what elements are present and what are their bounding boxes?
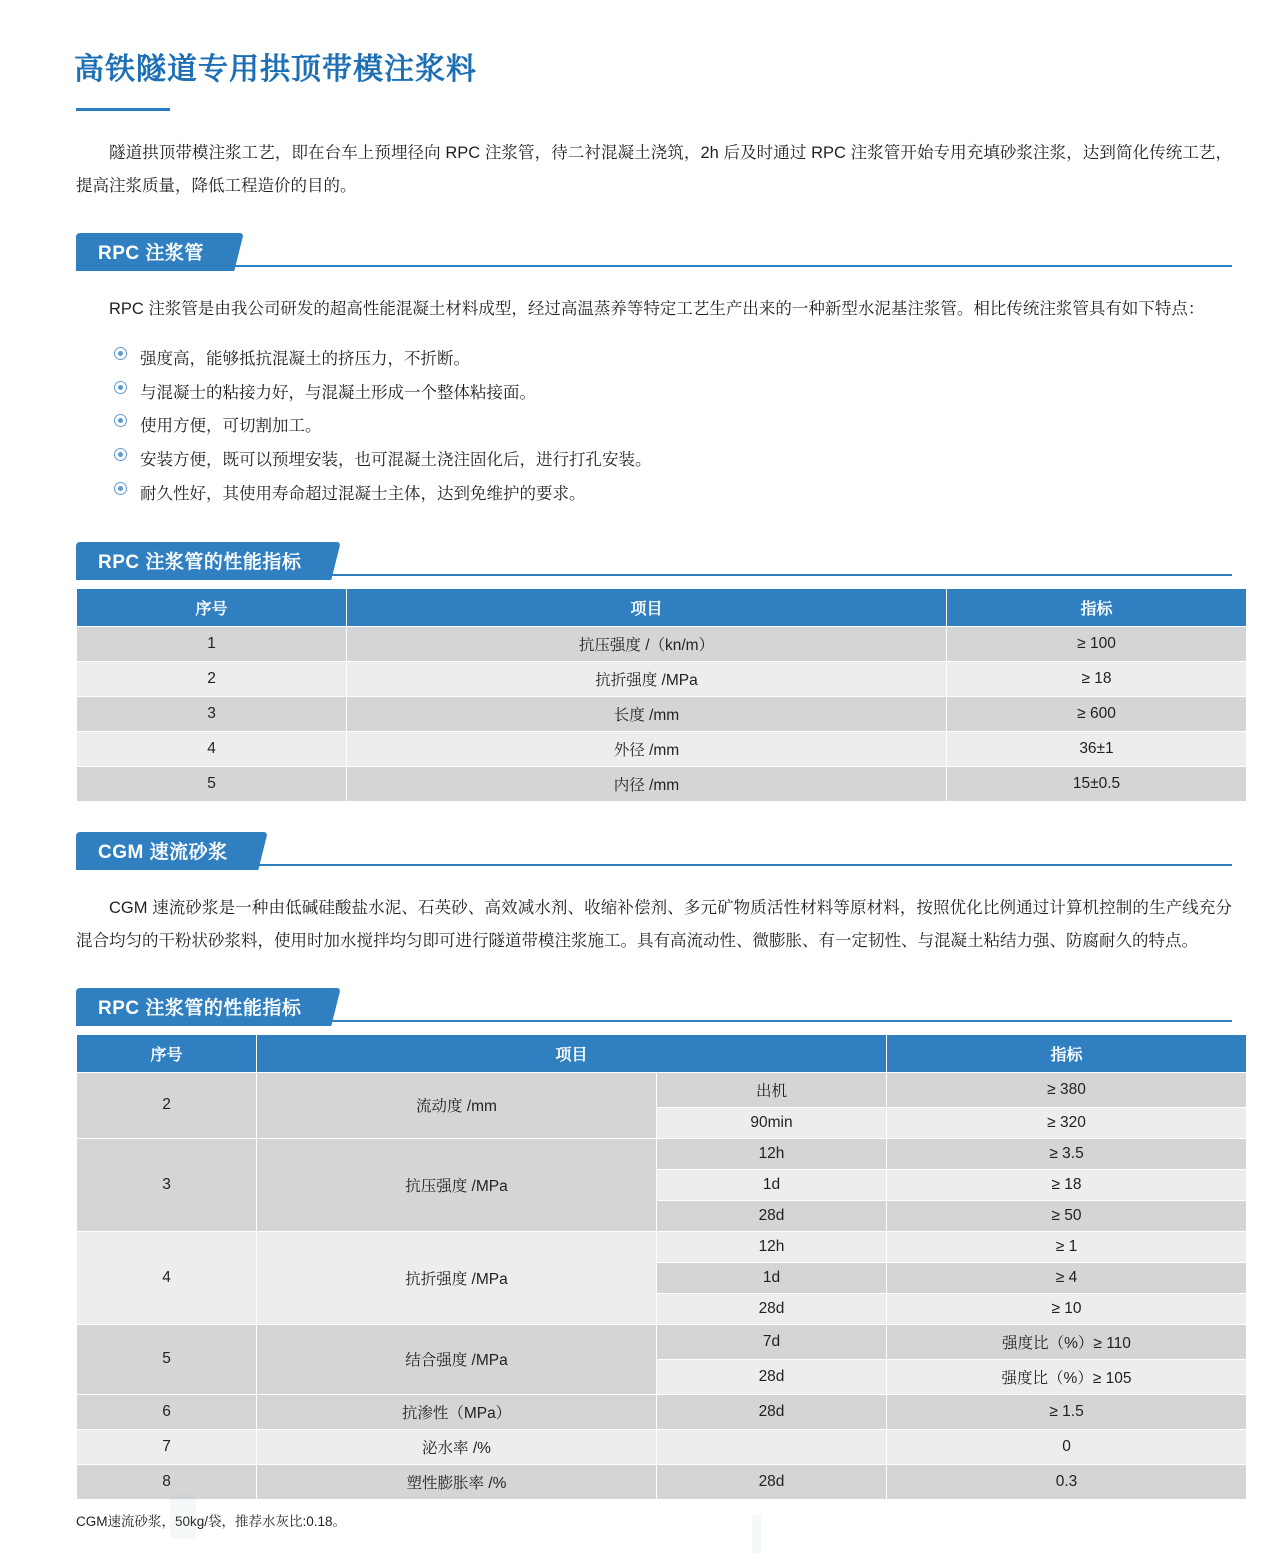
cell-value: 强度比（%）≥ 105 bbox=[887, 1359, 1247, 1394]
table-row bbox=[77, 766, 1247, 801]
cell-value: ≥ 100 bbox=[947, 626, 1247, 661]
list-item bbox=[114, 377, 1232, 411]
page-title: 高铁隧道专用拱顶带模注浆料 bbox=[74, 53, 477, 87]
rpc-tube-paragraph: RPC 注浆管是由我公司研发的超高性能混凝土材料成型，经过高温蒸养等特定工艺生产出来的一种新型水泥基注浆管。相比传统注浆管具有如下特点： bbox=[109, 300, 1205, 319]
cell-item: 长度 /mm bbox=[347, 696, 947, 731]
cell-item: 外径 /mm bbox=[347, 731, 947, 766]
list-item bbox=[114, 410, 1232, 444]
rpc-tube-feature-list bbox=[30, 343, 1250, 512]
table-row bbox=[77, 1429, 1247, 1464]
section-heading-label: RPC 注浆管 bbox=[76, 233, 230, 271]
section-heading-rule bbox=[76, 265, 1232, 267]
cell-no: 8 bbox=[77, 1464, 257, 1499]
cell-age: 出机 bbox=[657, 1072, 887, 1107]
cell-value: ≥ 10 bbox=[887, 1293, 1247, 1324]
cell-value: 15±0.5 bbox=[947, 766, 1247, 801]
cell-age: 12h bbox=[657, 1138, 887, 1169]
cell-value: ≥ 1 bbox=[887, 1231, 1247, 1262]
table-header-row bbox=[77, 588, 1247, 626]
table-row bbox=[77, 696, 1247, 731]
cell-item: 结合强度 /MPa bbox=[257, 1324, 657, 1394]
list-item bbox=[114, 343, 1232, 377]
cell-age: 7d bbox=[657, 1324, 887, 1359]
cell-value: ≥ 18 bbox=[887, 1169, 1247, 1200]
table-row bbox=[77, 1394, 1247, 1429]
table-row bbox=[77, 1231, 1247, 1262]
cell-item: 内径 /mm bbox=[347, 766, 947, 801]
cell-no: 7 bbox=[77, 1429, 257, 1464]
cell-no: 6 bbox=[77, 1394, 257, 1429]
cell-age: 28d bbox=[657, 1464, 887, 1499]
section-heading-cgm-specs bbox=[76, 988, 1250, 1022]
cell-value: 0 bbox=[887, 1429, 1247, 1464]
column-header-no: 序号 bbox=[77, 1034, 257, 1072]
bullet-circle-icon bbox=[114, 482, 127, 495]
list-item-label: 与混凝士的粘接力好，与混凝土形成一个整体粘接面。 bbox=[140, 383, 536, 402]
section-heading-label: CGM 速流砂浆 bbox=[76, 832, 254, 870]
cell-value: ≥ 18 bbox=[947, 661, 1247, 696]
cell-value: ≥ 600 bbox=[947, 696, 1247, 731]
list-item-label: 耐久性好，其使用寿命超过混凝士主体，达到免维护的要求。 bbox=[140, 484, 586, 503]
cell-item: 抗折强度 /MPa bbox=[257, 1231, 657, 1324]
cell-item: 抗压强度 /MPa bbox=[257, 1138, 657, 1231]
table-row bbox=[77, 1324, 1247, 1359]
cell-value: 0.3 bbox=[887, 1464, 1247, 1499]
cell-item: 塑性膨胀率 /% bbox=[257, 1464, 657, 1499]
section-heading-rpc-tube bbox=[76, 233, 1250, 267]
cell-value: ≥ 3.5 bbox=[887, 1138, 1247, 1169]
cell-value: ≥ 320 bbox=[887, 1107, 1247, 1138]
cell-no: 5 bbox=[77, 766, 347, 801]
cell-item: 抗渗性（MPa） bbox=[257, 1394, 657, 1429]
bullet-circle-icon bbox=[114, 414, 127, 427]
cell-value: ≥ 380 bbox=[887, 1072, 1247, 1107]
cell-value: 36±1 bbox=[947, 731, 1247, 766]
cell-no: 4 bbox=[77, 1231, 257, 1324]
cell-item: 抗压强度 /（kn/m） bbox=[347, 626, 947, 661]
list-item-label: 安装方便，既可以预埋安装，也可混凝土浇注固化后，进行打孔安装。 bbox=[140, 451, 652, 470]
section-heading-rpc-specs bbox=[76, 542, 1250, 576]
cell-item: 流动度 /mm bbox=[257, 1072, 657, 1138]
cell-value: ≥ 50 bbox=[887, 1200, 1247, 1231]
cell-age bbox=[657, 1429, 887, 1464]
document-page bbox=[0, 20, 1280, 1561]
table-row bbox=[77, 626, 1247, 661]
bullet-circle-icon bbox=[114, 381, 127, 394]
cell-no: 3 bbox=[77, 696, 347, 731]
cell-no: 2 bbox=[77, 1072, 257, 1138]
intro-paragraph: 隧道拱顶带模注浆工艺，即在台车上预埋径向 RPC 注浆管，待二衬混凝土浇筑，2h 后及时通过 RPC 注浆管开始专用充填砂浆注浆，达到简化传统工艺，提高注浆质量，降低工程造价的目的。 bbox=[76, 144, 1232, 196]
cell-no: 2 bbox=[77, 661, 347, 696]
cell-no: 3 bbox=[77, 1138, 257, 1231]
column-header-value: 指标 bbox=[947, 588, 1247, 626]
table-header-row bbox=[77, 1034, 1247, 1072]
cell-age: 28d bbox=[657, 1293, 887, 1324]
cgm-table-note: CGM速流砂浆，50kg/袋，推荐水灰比:0.18。 bbox=[76, 1513, 347, 1529]
table-row bbox=[77, 1138, 1247, 1169]
column-header-item: 项目 bbox=[257, 1034, 887, 1072]
table-row bbox=[77, 731, 1247, 766]
cell-age: 28d bbox=[657, 1200, 887, 1231]
cell-age: 28d bbox=[657, 1359, 887, 1394]
section-heading-label: RPC 注浆管的性能指标 bbox=[76, 988, 327, 1026]
cgm-spec-table bbox=[76, 1034, 1247, 1500]
section-heading-label: RPC 注浆管的性能指标 bbox=[76, 542, 327, 580]
column-header-no: 序号 bbox=[77, 588, 347, 626]
cell-no: 1 bbox=[77, 626, 347, 661]
column-header-value: 指标 bbox=[887, 1034, 1247, 1072]
cell-age: 90min bbox=[657, 1107, 887, 1138]
list-item-label: 使用方便，可切割加工。 bbox=[140, 417, 322, 436]
table-row bbox=[77, 1464, 1247, 1499]
cell-no: 5 bbox=[77, 1324, 257, 1394]
column-header-item: 项目 bbox=[347, 588, 947, 626]
bullet-circle-icon bbox=[114, 347, 127, 360]
section-heading-cgm-mortar bbox=[76, 832, 1250, 866]
cell-value: ≥ 1.5 bbox=[887, 1394, 1247, 1429]
cell-age: 1d bbox=[657, 1262, 887, 1293]
bullet-circle-icon bbox=[114, 448, 127, 461]
cell-no: 4 bbox=[77, 731, 347, 766]
cell-value: 强度比（%）≥ 110 bbox=[887, 1324, 1247, 1359]
cell-value: ≥ 4 bbox=[887, 1262, 1247, 1293]
cgm-mortar-paragraph: CGM 速流砂浆是一种由低碱硅酸盐水泥、石英砂、高效减水剂、收缩补偿剂、多元矿物质活性材料等原材料，按照优化比例通过计算机控制的生产线充分混合均匀的干粉状砂浆料，使用时加水搅拌均匀即可进行隧道带模注浆施工。具有高流动性、微膨胀、有一定韧性、与混凝土粘结力强、防腐耐久的特点。 bbox=[76, 898, 1232, 950]
cell-item: 抗折强度 /MPa bbox=[347, 661, 947, 696]
cell-age: 1d bbox=[657, 1169, 887, 1200]
cell-age: 28d bbox=[657, 1394, 887, 1429]
list-item-label: 强度高，能够抵抗混凝土的挤压力，不折断。 bbox=[140, 349, 470, 368]
title-underline-rule bbox=[76, 108, 170, 111]
list-item bbox=[114, 478, 1232, 512]
table-row bbox=[77, 661, 1247, 696]
rpc-spec-table bbox=[76, 588, 1247, 802]
cell-item: 泌水率 /% bbox=[257, 1429, 657, 1464]
cell-age: 12h bbox=[657, 1231, 887, 1262]
list-item bbox=[114, 444, 1232, 478]
table-row bbox=[77, 1072, 1247, 1107]
